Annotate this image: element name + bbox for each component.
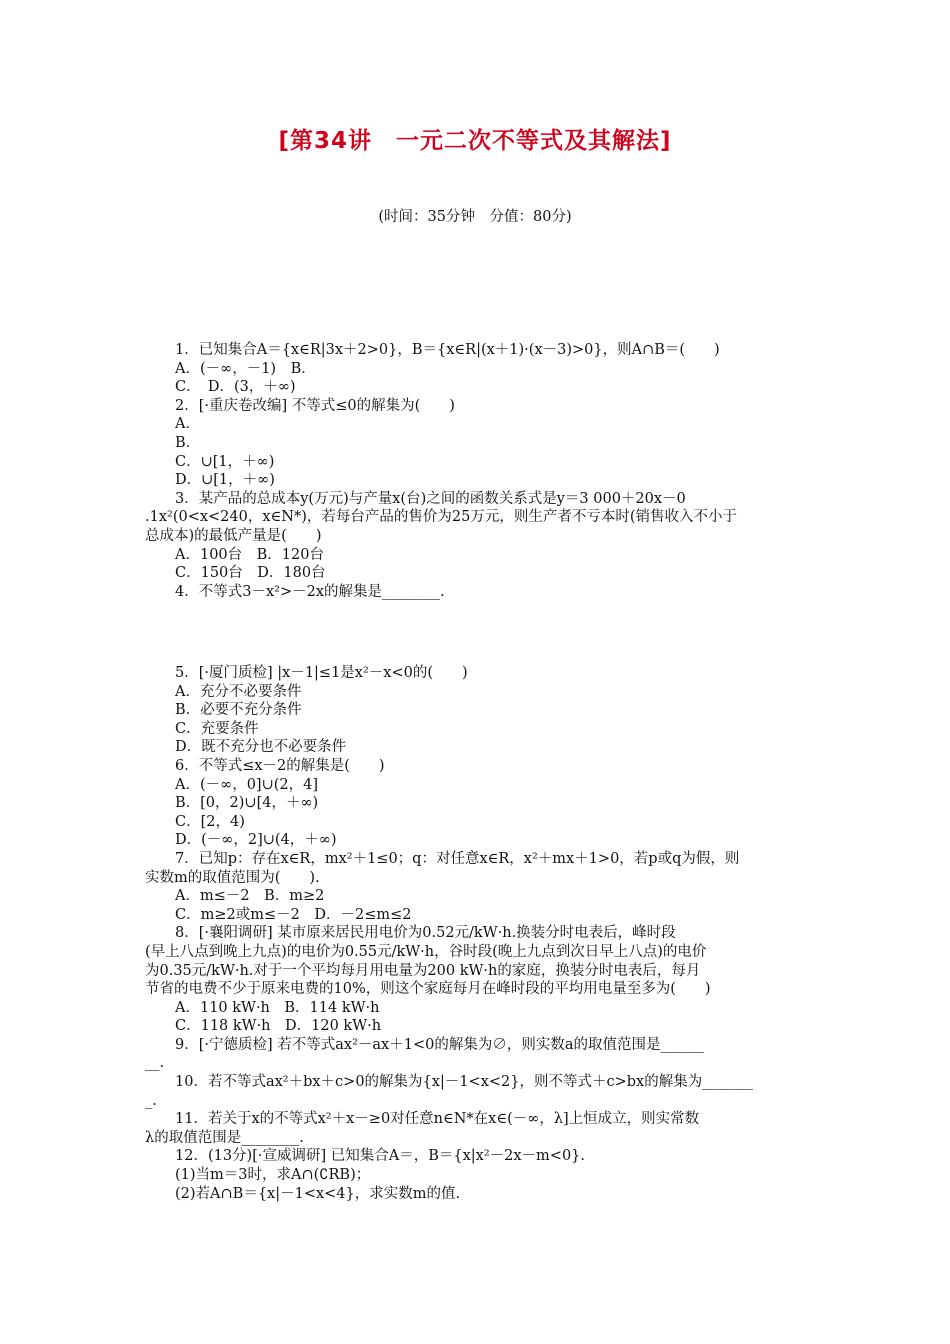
time-score-info: (时间：35分钟 分值：80分) (378, 209, 572, 225)
text-line: 节省的电费不少于原来电费的10%，则这个家庭每月在峰时段的平均用电量至多为( ) (145, 981, 711, 998)
text-line: C．[2，4) (175, 813, 245, 830)
text-line: C．150台 D．180台 (175, 565, 326, 582)
text-line: __. (145, 1055, 165, 1072)
text-line: 1．已知集合A＝{x∈R|3x＋2>0}，B＝{x∈R|(x＋1)·(x－3)>0}，则A∩B＝( ) (175, 342, 720, 358)
text-line: 总成本)的最低产量是( ) (145, 527, 322, 544)
text-line: 8．[·襄阳调研] 某市原来居民用电价为0.52元/kW·h.换装分时电表后，峰时段 (175, 925, 676, 942)
text-line: 为0.35元/kW·h.对于一个平均每月用电量为200 kW·h的家庭，换装分时电表后，每月 (145, 962, 701, 979)
text-line: 4．不等式3－x²>－2x的解集是________. (175, 583, 445, 600)
text-line: A．100台 B．120台 (175, 546, 324, 563)
text-line: (1)当m＝3时，求A∩(∁RB)； (175, 1167, 371, 1184)
text-line: 3．某产品的总成本y(万元)与产量x(台)之间的函数关系式是y＝3 000＋20x－0 (175, 490, 686, 507)
text-line: 7．已知p：存在x∈R，mx²＋1≤0；q：对任意x∈R，x²＋mx＋1>0，若p或q为假，则 (175, 850, 740, 867)
text-line: C．充要条件 (175, 720, 259, 737)
text-line: D．(－∞，2]∪(4，＋∞) (175, 832, 337, 849)
text-line: λ的取值范围是________. (145, 1129, 304, 1146)
page-title: [第34讲 一元二次不等式及其解法] (278, 128, 672, 154)
text-line: 12．(13分)[·宣威调研] 已知集合A＝，B＝{x|x²－2x－m<0}. (175, 1148, 586, 1165)
text-line: 10．若不等式ax²＋bx＋c>0的解集为{x|－1<x<2}，则不等式＋c>bx的解集为_______ (175, 1074, 753, 1091)
text-line: A．110 kW·h B．114 kW·h (175, 999, 380, 1016)
text-line: D．∪[1，＋∞) (175, 472, 275, 489)
text-line: C．∪[1，＋∞) (175, 453, 275, 470)
text-line: B．必要不充分条件 (175, 702, 302, 719)
text-line: A． (175, 416, 200, 433)
text-line: A．m≤－2 B．m≥2 (175, 888, 325, 905)
text-line: A．充分不必要条件 (175, 683, 302, 700)
text-line: C．118 kW·h D．120 kW·h (175, 1018, 382, 1035)
text-line: C．m≥2或m≤－2 D．－2≤m≤2 (175, 906, 412, 923)
questions-1-4 (145, 341, 810, 601)
text-line: 2．[·重庆卷改编] 不等式≤0的解集为( ) (175, 397, 455, 414)
text-line: C． D．(3，＋∞) (175, 379, 296, 396)
text-line: _. (145, 1092, 157, 1109)
text-line: .1x²(0<x<240，x∈N*)，若每台产品的售价为25万元，则生产者不亏本时(销售收入不小于 (145, 509, 737, 526)
text-line: (早上八点到晚上九点)的电价为0.55元/kW·h，谷时段(晚上九点到次日早上八点)的电价 (145, 943, 707, 960)
text-line: 实数m的取值范围为( ). (145, 869, 320, 886)
text-line: 5．[·厦门质检] |x－1|≤1是x²－x<0的( ) (175, 665, 468, 681)
text-line: A．(－∞，0]∪(2，4] (175, 776, 319, 793)
text-line: B．[0，2)∪[4，＋∞) (175, 795, 319, 812)
text-line: D．既不充分也不必要条件 (175, 739, 347, 756)
text-line: 11．若关于x的不等式x²＋x－≥0对任意n∈N*在x∈(－∞，λ]上恒成立，则实常数 (175, 1111, 700, 1128)
text-line: 9．[·宁德质检] 若不等式ax²－ax＋1<0的解集为∅，则实数a的取值范围是______ (175, 1036, 704, 1053)
text-line: B． (175, 434, 201, 451)
text-line: A．(－∞，－1) B． (175, 360, 316, 377)
questions-5-12 (145, 664, 810, 1203)
text-line: 6．不等式≤x－2的解集是( ) (175, 757, 385, 774)
text-line: (2)若A∩B＝{x|－1<x<4}，求实数m的值. (175, 1185, 461, 1202)
